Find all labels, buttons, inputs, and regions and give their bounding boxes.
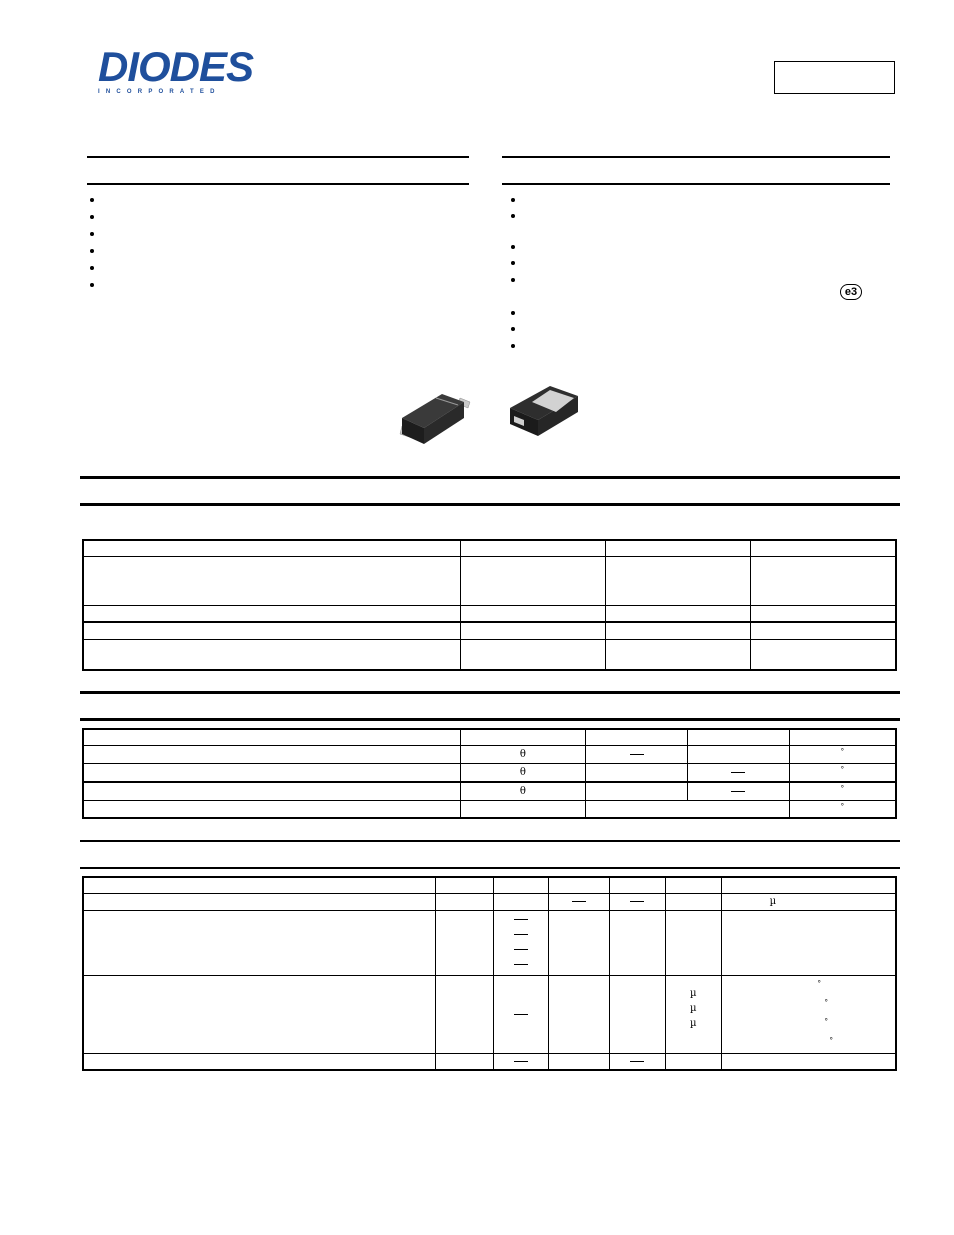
list-item xyxy=(90,196,460,213)
diodes-logo xyxy=(98,43,270,98)
dash-mark xyxy=(630,754,644,755)
package-image-top-view xyxy=(396,388,474,446)
dash-mark xyxy=(514,949,528,950)
dash-mark xyxy=(731,791,745,792)
mu-symbol: µ xyxy=(689,1017,697,1029)
thermal-characteristics-table xyxy=(82,728,897,819)
table-row xyxy=(83,782,896,801)
mu-symbol: µ xyxy=(689,987,697,999)
list-item xyxy=(90,247,460,264)
dash-mark xyxy=(572,901,586,902)
degree-symbol: ° xyxy=(840,784,844,794)
mu-symbol: µ xyxy=(689,1002,697,1014)
dash-mark xyxy=(514,1014,528,1015)
list-item xyxy=(90,230,460,247)
theta-symbol: θ xyxy=(519,785,526,797)
theta-symbol: θ xyxy=(519,766,526,778)
dash-mark xyxy=(514,1061,528,1062)
features-list xyxy=(90,196,460,298)
table-row xyxy=(83,622,896,639)
thermal-rule-bottom xyxy=(80,718,900,721)
electrical-rule-top xyxy=(80,840,900,842)
dash-mark xyxy=(630,1061,644,1062)
degree-symbol: ° xyxy=(817,978,821,988)
table-row xyxy=(83,975,896,1053)
dash-mark xyxy=(514,919,528,920)
maximum-ratings-table xyxy=(82,539,897,671)
mechanical-rule-top xyxy=(502,156,890,158)
package-image-bottom-view xyxy=(506,382,582,440)
table-row xyxy=(83,763,896,781)
dash-mark xyxy=(514,964,528,965)
table-row xyxy=(83,877,896,893)
part-number-box xyxy=(774,61,895,94)
logo-subtext: INCORPORATED xyxy=(98,89,221,95)
dash-mark xyxy=(731,772,745,773)
degree-symbol: ° xyxy=(840,801,844,811)
degree-symbol: ° xyxy=(824,997,828,1007)
table-row xyxy=(83,1053,896,1070)
table-row xyxy=(83,745,896,763)
dash-mark xyxy=(514,934,528,935)
thermal-rule-top xyxy=(80,691,900,694)
list-item xyxy=(90,281,460,298)
theta-symbol: θ xyxy=(519,748,526,760)
ratings-rule-bottom xyxy=(80,503,900,506)
table-row xyxy=(83,639,896,670)
table-row xyxy=(83,540,896,556)
table-row xyxy=(83,729,896,745)
table-row xyxy=(83,801,896,818)
list-item xyxy=(90,264,460,281)
degree-symbol: ° xyxy=(840,765,844,775)
mechanical-rule-bottom xyxy=(502,183,890,185)
table-row xyxy=(83,556,896,605)
dash-mark xyxy=(630,901,644,902)
features-rule-top xyxy=(87,156,469,158)
list-item xyxy=(90,213,460,230)
degree-symbol: ° xyxy=(840,747,844,757)
table-row xyxy=(83,893,896,910)
degree-symbol: ° xyxy=(829,1036,833,1046)
ratings-rule-top xyxy=(80,476,900,479)
e3-lead-free-badge: e3 xyxy=(840,284,862,300)
mechanical-list xyxy=(511,196,891,356)
table-row xyxy=(83,605,896,622)
electrical-rule-bottom xyxy=(80,867,900,869)
electrical-characteristics-table xyxy=(82,876,897,1071)
degree-symbol: ° xyxy=(824,1017,828,1027)
mu-symbol: µ xyxy=(769,896,777,907)
features-rule-bottom xyxy=(87,183,469,185)
logo-wordmark: DIODES xyxy=(98,43,254,90)
table-row xyxy=(83,910,896,975)
